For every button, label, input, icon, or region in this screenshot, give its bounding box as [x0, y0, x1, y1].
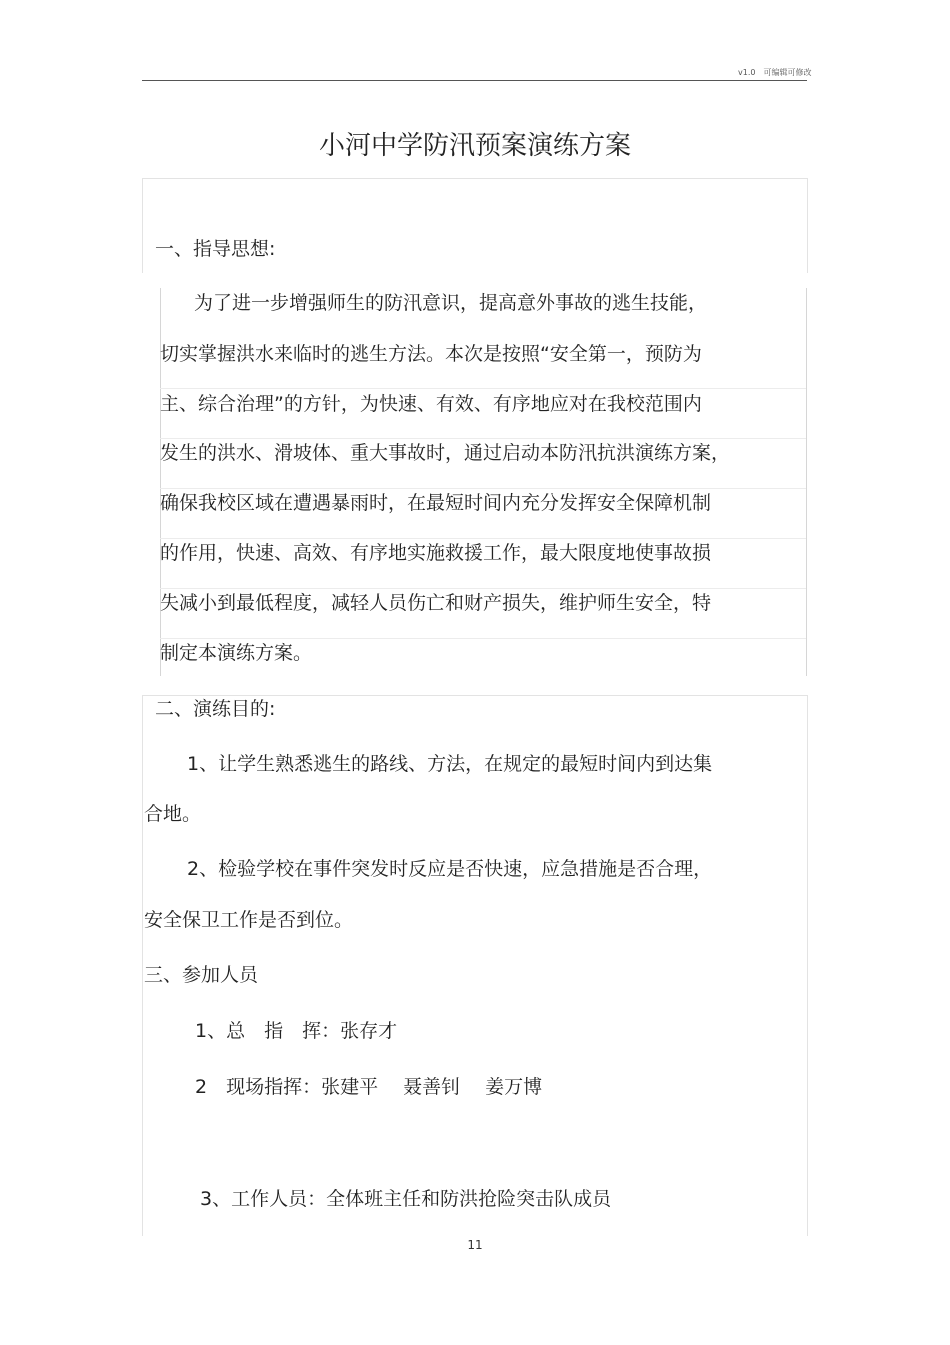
- list-item: 合地。: [144, 803, 202, 825]
- list-item: 安全保卫工作是否到位。: [144, 909, 354, 931]
- header-divider: [142, 80, 807, 81]
- table-row-line: [160, 588, 806, 589]
- list-item: 3、工作人员：全体班主任和防洪抢险突击队成员: [200, 1188, 612, 1210]
- paragraph-line: 确保我校区域在遭遇暴雨时，在最短时间内充分发挥安全保障机制: [160, 492, 712, 514]
- list-item: 2 现场指挥：张建平 聂善钊 姜万博: [195, 1076, 543, 1098]
- list-item: 1、让学生熟悉逃生的路线、方法，在规定的最短时间内到达集: [187, 753, 713, 775]
- paragraph-line: 为了进一步增强师生的防汛意识，提高意外事故的逃生技能，: [194, 292, 708, 314]
- list-item: 1、总 指 挥：张存才: [195, 1020, 398, 1042]
- paragraph-line: 的作用，快速、高效、有序地实施救援工作，最大限度地使事故损: [160, 542, 712, 564]
- paragraph-line: 主、综合治理”的方针，为快速、有效、有序地应对在我校范围内: [160, 393, 702, 415]
- section-heading-participants: 三、参加人员: [144, 964, 259, 986]
- version-note: v1.0 可编辑可修改: [738, 68, 812, 77]
- paragraph-line: 制定本演练方案。: [160, 642, 313, 664]
- section-heading-guiding-ideology: 一、指导思想:: [155, 238, 276, 260]
- table-border-right: [806, 288, 807, 676]
- table-row-line: [160, 438, 806, 439]
- page-title: 小河中学防汛预案演练方案: [318, 131, 631, 161]
- table-row-line: [160, 538, 806, 539]
- paragraph-line: 切实掌握洪水来临时的逃生方法。本次是按照“安全第一，预防为: [160, 343, 702, 365]
- table-row-line: [160, 388, 806, 389]
- paragraph-line: 失减小到最低程度，减轻人员伤亡和财产损失，维护师生安全，特: [160, 592, 712, 614]
- paragraph-line: 发生的洪水、滑坡体、重大事故时，通过启动本防汛抗洪演练方案，: [160, 442, 731, 464]
- table-row-line: [160, 488, 806, 489]
- table-row-line: [160, 638, 806, 639]
- list-item: 2、检验学校在事件突发时反应是否快速，应急措施是否合理，: [187, 858, 713, 880]
- section-heading-drill-purpose: 二、演练目的:: [155, 698, 276, 720]
- page-number: 11: [467, 1238, 483, 1252]
